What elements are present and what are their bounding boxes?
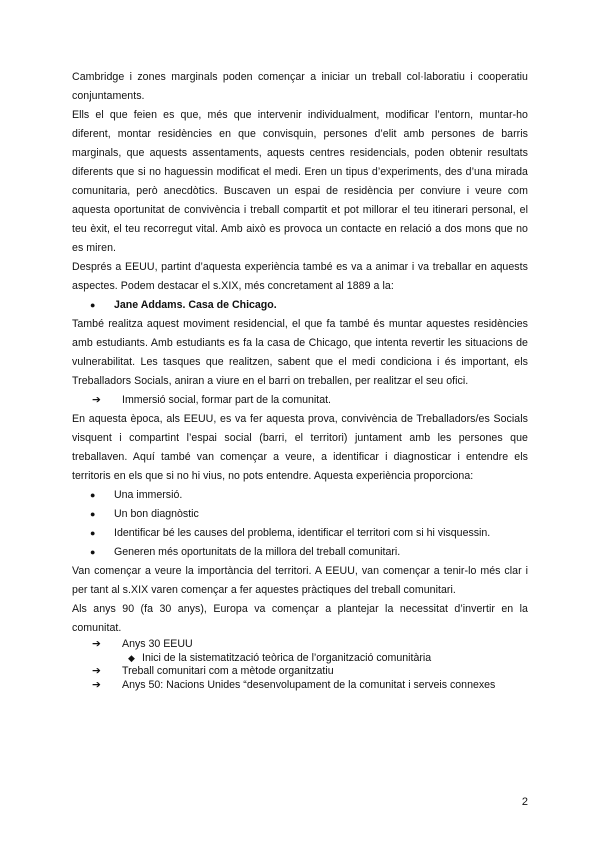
timeline-text: Anys 50: Nacions Unides “desenvolupament de la comunitat i serveis connexes [122, 678, 496, 691]
list-item [72, 505, 528, 524]
paragraph-cambridge: Cambridge i zones marginals poden començar a iniciar un treball col·laboratiu i cooperatiu conjuntaments. [72, 71, 528, 102]
arrow-right-icon: ➔ [92, 665, 101, 677]
list-item-text: Generen més oportunitats de la millora del treball comunitari. [114, 546, 401, 558]
list-item-text: Un bon diagnòstic [114, 508, 199, 520]
bullet-icon: ● [90, 300, 96, 310]
list-item [72, 524, 528, 543]
bullet-icon: ● [90, 547, 96, 557]
timeline-item-anys-30 [72, 638, 528, 652]
timeline-text: Treball comunitari com a mètode organitzatiu [122, 665, 334, 677]
list-item-text: Identificar bé les causes del problema, identificar el territori com si hi visquessin. [114, 527, 491, 539]
list-item-text: Jane Addams. Casa de Chicago. [114, 299, 277, 311]
timeline-text: Anys 30 EEUU [122, 638, 193, 650]
page-number: 2 [521, 796, 528, 808]
document-body [72, 68, 528, 692]
arrow-right-icon: ➔ [92, 678, 101, 691]
paragraph-europa: Als anys 90 (fa 30 anys), Europa va començar a plantejar la necessitat d’invertir en la comunitat. [72, 603, 528, 634]
paragraph-eeuu: Després a EEUU, partint d’aquesta experiència també es va a animar i va treballar en aquests aspectes. Podem destacar el s.XIX, més concretament al 1889 a la: [72, 261, 528, 292]
bullet-icon: ● [90, 490, 96, 500]
paragraph-experiments: Ells el que feien es que, més que intervenir individualment, modificar l’entorn, muntar-ho diferent, montar residències en que convisquin, persones d’elit amb persones de barris marginals, que aquests assentaments, aquests centres residencials, poden obtenir resultats diferents que si no haguessin modificat el medi. Eren un tipus d’experiments, des d’una mirada comunitaria, però anecdòtics. Buscaven un espai de residència per conviure i veure com aquesta oportunitat de convivència i treball compartit et pot millorar el teu itinerari personal, el teu èxit, el teu recorregut vital. Amb això es provoca un contacte en relació a dos mons que no es miren. [72, 109, 528, 254]
timeline-text: Inici de la sistematització teòrica de l’organització comunitària [142, 651, 432, 664]
arrow-right-icon: ➔ [92, 638, 101, 650]
paragraph-epoca: En aquesta època, als EEUU, es va fer aquesta prova, convivència de Treballadors/es Socials visquent i compartint l’espai social (barri, el territori) juntament amb les persones que treballaven. Aquí també van començar a veure, a identificar i diagnosticar i entendre els territoris en els que si no hi vius, no pots entendre. Aquesta experiència proporciona: [72, 413, 528, 482]
bullet-icon: ● [90, 528, 96, 538]
list-item [72, 486, 528, 505]
arrow-item-immersio [72, 391, 528, 410]
list-item-jane-addams [72, 296, 528, 315]
arrow-item-text: Immersió social, formar part de la comunitat. [122, 394, 332, 406]
bullet-icon: ● [90, 509, 96, 519]
list-item [72, 543, 528, 562]
arrow-right-icon: ➔ [92, 394, 101, 406]
paragraph-territori: Van començar a veure la importància del territori. A EEUU, van començar a tenir-lo més clar i per tant al s.XIX varen començar a fer aquestes pràctiques del treball comunitari. [72, 565, 528, 596]
timeline-item-anys-50 [72, 679, 528, 693]
timeline-item-metode [72, 665, 528, 679]
paragraph-residencial: També realitza aquest moviment residencial, el que fa també és muntar aquestes residències amb estudiants. Amb estudiants es fa la casa de Chicago, que intenta revertir les situacions de vulnerabilitat. Les tasques que realitzen, sabent que el medi condiciona i és important, els Treballadors Socials, aniran a viure en el barri on treballen, per realitzar el seu ofici. [72, 318, 528, 387]
timeline-subitem [72, 652, 528, 666]
list-item-text: Una immersió. [114, 489, 183, 501]
diamond-icon: ◆ [128, 652, 135, 663]
